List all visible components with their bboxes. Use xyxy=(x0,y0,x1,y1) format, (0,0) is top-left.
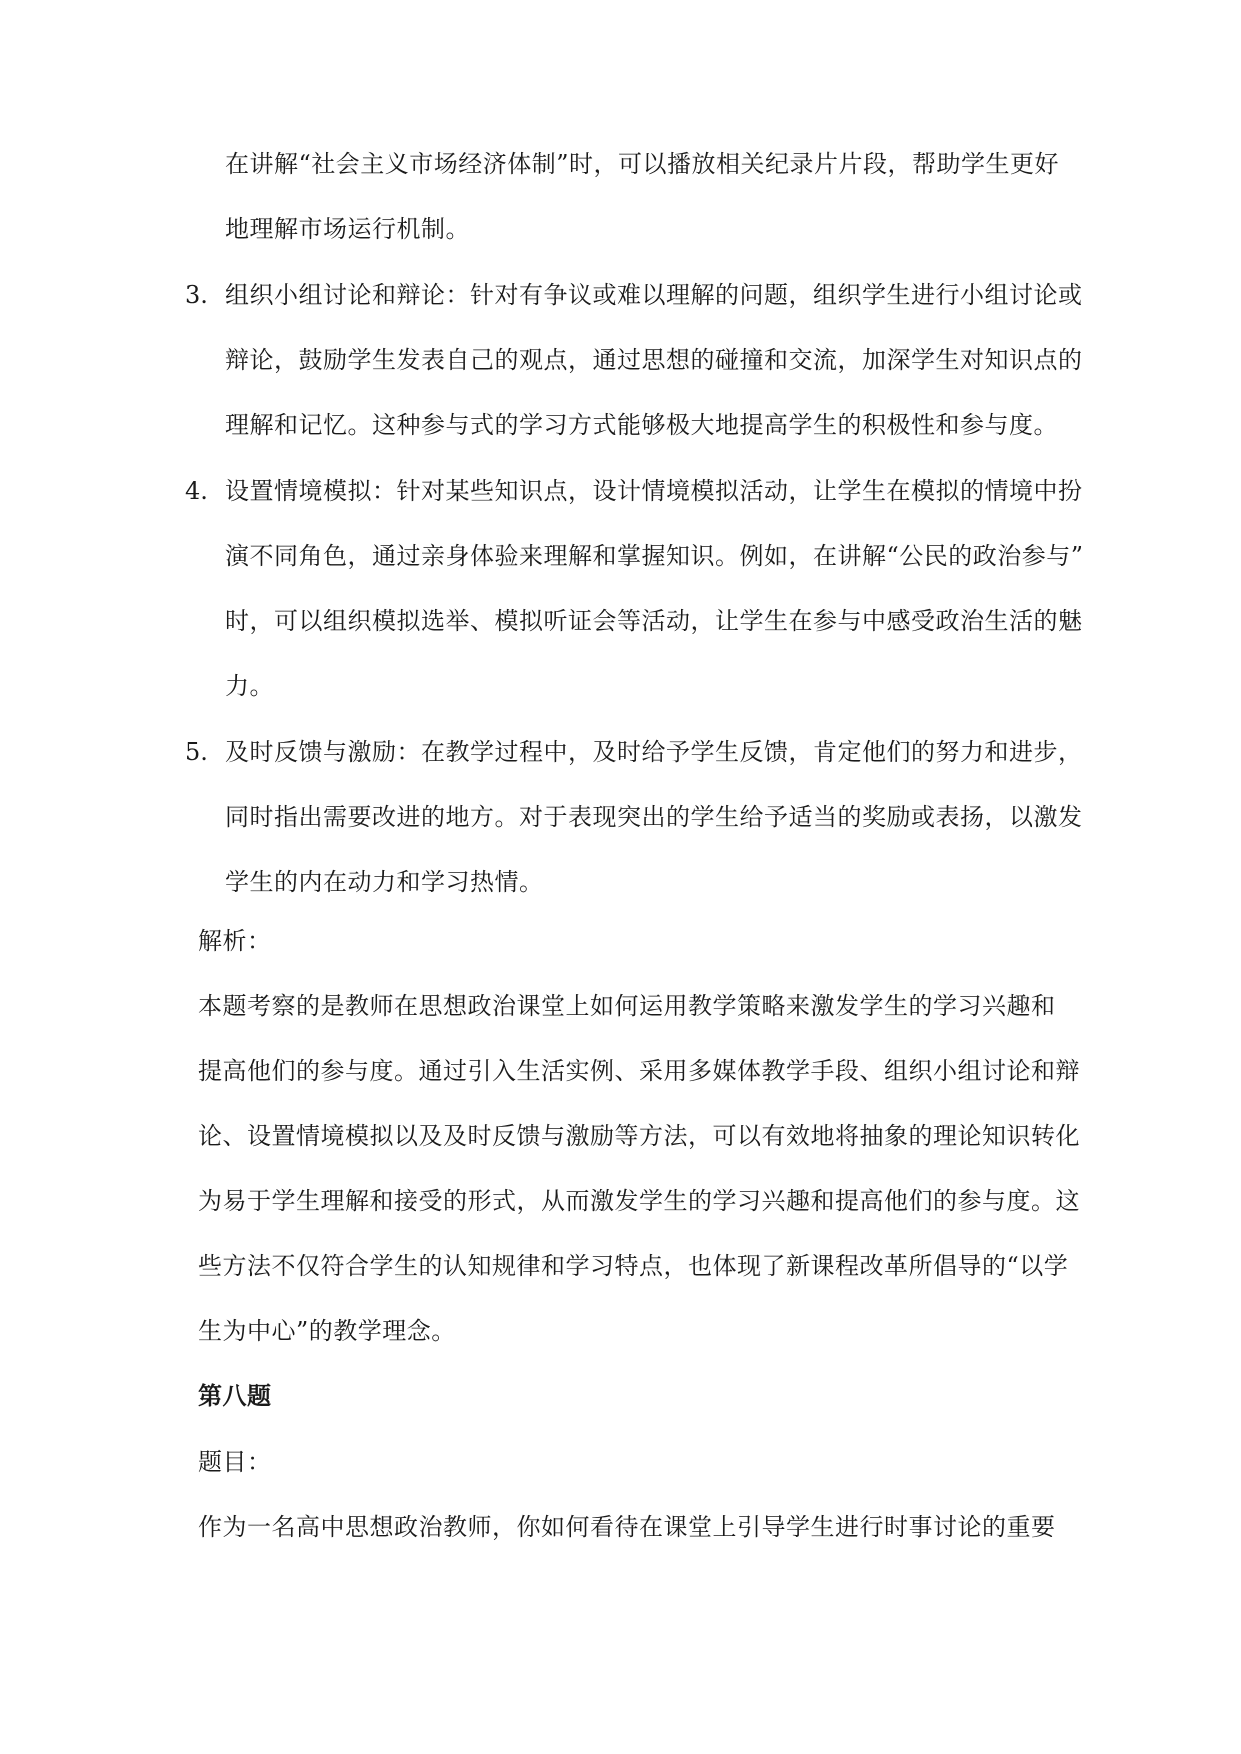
continuation-line-1: 在讲解“社会主义市场经济体制”时，可以播放相关纪录片片段，帮助学生更好 xyxy=(225,150,1060,178)
list-item-line: 演不同角色，通过亲身体验来理解和掌握知识。例如，在讲解“公民的政治参与” xyxy=(225,542,1084,570)
list-item-line: 同时指出需要改进的地方。对于表现突出的学生给予适当的奖励或表扬，以激发 xyxy=(225,803,1083,831)
question-label: 题目： xyxy=(198,1448,272,1476)
list-item-line: 力。 xyxy=(225,672,274,700)
list-item-line: 组织小组讨论和辩论：针对有争议或难以理解的问题，组织学生进行小组讨论或 xyxy=(225,281,1083,309)
list-item-number: 3. xyxy=(185,281,208,309)
list-item-line: 学生的内在动力和学习热情。 xyxy=(225,868,544,896)
analysis-line: 为易于学生理解和接受的形式，从而激发学生的学习兴趣和提高他们的参与度。这 xyxy=(198,1187,1080,1215)
analysis-line: 本题考察的是教师在思想政治课堂上如何运用教学策略来激发学生的学习兴趣和 xyxy=(198,992,1056,1020)
analysis-line: 些方法不仅符合学生的认知规律和学习特点，也体现了新课程改革所倡导的“以学 xyxy=(198,1252,1069,1280)
list-item-line: 辩论，鼓励学生发表自己的观点，通过思想的碰撞和交流，加深学生对知识点的 xyxy=(225,346,1083,374)
question-line: 作为一名高中思想政治教师，你如何看待在课堂上引导学生进行时事讨论的重要 xyxy=(198,1513,1056,1541)
continuation-line-2: 地理解市场运行机制。 xyxy=(225,215,470,243)
analysis-line: 提高他们的参与度。通过引入生活实例、采用多媒体教学手段、组织小组讨论和辩 xyxy=(198,1057,1080,1085)
analysis-label: 解析： xyxy=(198,927,272,955)
section-heading: 第八题 xyxy=(198,1381,272,1410)
list-item-line: 及时反馈与激励：在教学过程中，及时给予学生反馈，肯定他们的努力和进步， xyxy=(225,738,1083,766)
analysis-line: 论、设置情境模拟以及及时反馈与激励等方法，可以有效地将抽象的理论知识转化 xyxy=(198,1122,1080,1150)
list-item-number: 4. xyxy=(185,477,208,505)
list-item-line: 时，可以组织模拟选举、模拟听证会等活动，让学生在参与中感受政治生活的魅 xyxy=(225,607,1083,635)
analysis-line: 生为中心”的教学理念。 xyxy=(198,1317,456,1345)
list-item-line: 设置情境模拟：针对某些知识点，设计情境模拟活动，让学生在模拟的情境中扮 xyxy=(225,477,1083,505)
list-item-line: 理解和记忆。这种参与式的学习方式能够极大地提高学生的积极性和参与度。 xyxy=(225,411,1058,439)
list-item-number: 5. xyxy=(185,738,208,766)
